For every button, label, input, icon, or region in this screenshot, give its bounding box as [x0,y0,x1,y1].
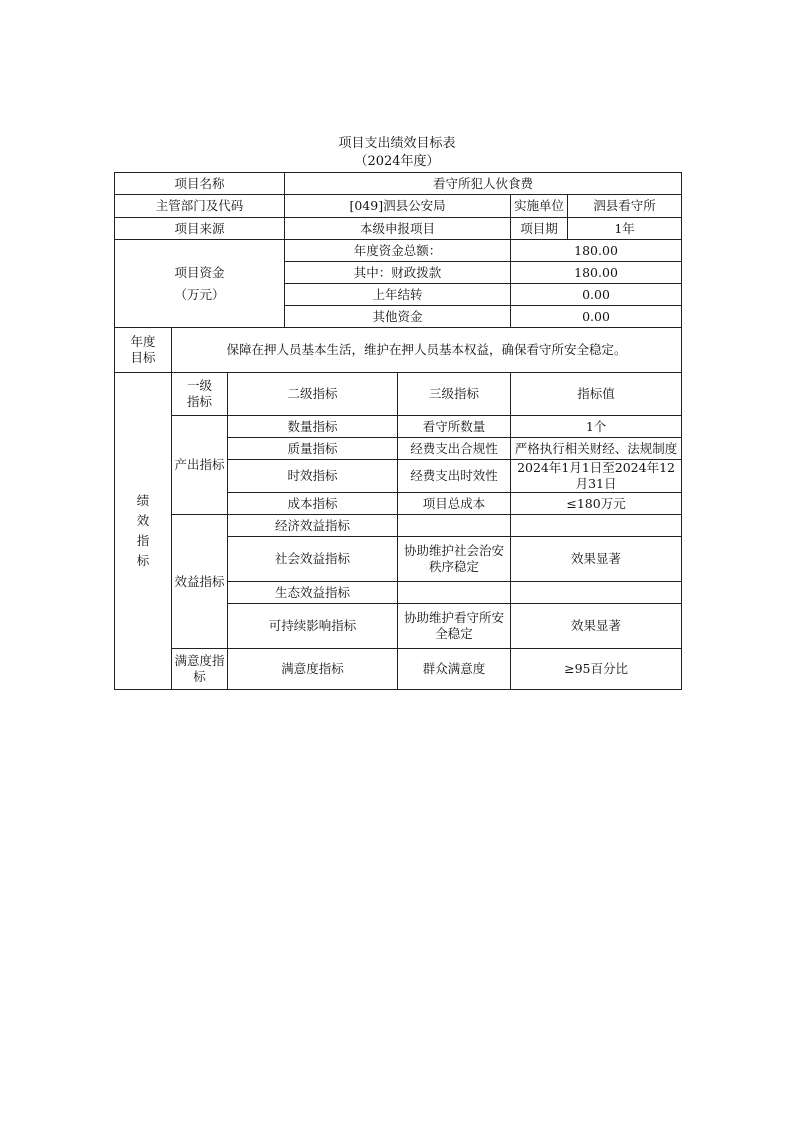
benefit-value [511,515,682,537]
project-name-label: 项目名称 [115,173,285,195]
benefit-l3-line1: 协助维护看守所安 [404,610,505,625]
annual-goal-text: 保障在押人员基本生活，维护在押人员基本权益，确保看守所安全稳定。 [172,328,682,373]
satisfaction-l2: 满意度指标 [228,649,398,690]
annual-goal-label [115,328,172,373]
row-perf-header [115,373,682,416]
output-value: ≤180万元 [511,493,682,515]
performance-goal-table [114,172,682,690]
output-l2: 成本指标 [228,493,398,515]
output-l2: 数量指标 [228,416,398,438]
satisfaction-group-label [172,649,228,690]
row-source [115,218,682,240]
header-level2: 二级指标 [228,373,398,416]
source-label: 项目来源 [115,218,285,240]
perf-label-char: 效 [136,513,150,528]
satisfaction-value: ≥95百分比 [511,649,682,690]
benefit-l3 [398,515,511,537]
funds-label [115,240,285,328]
perf-label-char: 指 [136,533,150,548]
funds-other-value: 0.00 [511,306,682,328]
benefit-l2: 生态效益指标 [228,582,398,604]
dept-value: [049]泗县公安局 [285,195,511,218]
benefit-l2: 经济效益指标 [228,515,398,537]
period-label: 项目期 [511,218,568,240]
benefit-l3-line2: 秩序稳定 [429,559,480,574]
output-l2: 时效指标 [228,460,398,493]
output-value: 2024年1月1日至2024年12月31日 [511,460,682,493]
header-level1-line1: 一级 [186,378,212,393]
table-row [115,649,682,690]
header-value: 指标值 [511,373,682,416]
benefit-l3 [398,582,511,604]
table-row [115,515,682,537]
header-level1 [172,373,228,416]
output-value: 严格执行相关财经、法规制度 [511,438,682,460]
dept-label: 主管部门及代码 [115,195,285,218]
benefit-value [511,582,682,604]
funds-label-line2: （万元） [174,286,225,302]
funds-total-value: 180.00 [511,240,682,262]
output-l3: 经费支出合规性 [398,438,511,460]
output-l3: 经费支出时效性 [398,460,511,493]
page-title: 项目支出绩效目标表 [338,136,456,151]
output-l3: 项目总成本 [398,493,511,515]
benefit-l3 [398,537,511,582]
impl-unit-value: 泗县看守所 [568,195,682,218]
benefit-value: 效果显著 [511,604,682,649]
header-level3: 三级指标 [398,373,511,416]
header-level1-line2: 指标 [186,394,212,409]
funds-carryover-value: 0.00 [511,284,682,306]
output-group-label: 产出指标 [172,416,228,515]
perf-label-char: 绩 [136,493,150,508]
funds-other-label: 其他资金 [285,306,511,328]
output-value: 1个 [511,416,682,438]
benefit-l3 [398,604,511,649]
benefit-l2: 社会效益指标 [228,537,398,582]
satisfaction-l3: 群众满意度 [398,649,511,690]
table-row [115,416,682,438]
output-l3: 看守所数量 [398,416,511,438]
project-name-value: 看守所犯人伙食费 [285,173,682,195]
period-value: 1年 [568,218,682,240]
benefit-group-label: 效益指标 [172,515,228,649]
row-annual-goal [115,328,682,373]
perf-label-char: 标 [136,553,150,568]
funds-label-line1: 项目资金 [174,264,225,280]
benefit-l2: 可持续影响指标 [228,604,398,649]
benefit-l3-line1: 协助维护社会治安 [404,543,505,558]
satisfaction-group-line2: 标 [193,669,206,684]
row-department [115,195,682,218]
impl-unit-label: 实施单位 [511,195,568,218]
output-l2: 质量指标 [228,438,398,460]
benefit-l3-line2: 全稳定 [435,626,473,641]
annual-goal-label-line1: 年度 [130,334,156,349]
funds-total-label: 年度资金总额： [285,240,511,262]
funds-carryover-label: 上年结转 [285,284,511,306]
page-year: （2024年度） [354,154,440,169]
funds-fiscal-value: 180.00 [511,262,682,284]
perf-label [115,373,172,690]
benefit-value: 效果显著 [511,537,682,582]
row-funds-total [115,240,682,262]
source-value: 本级申报项目 [285,218,511,240]
funds-fiscal-label: 其中：财政拨款 [285,262,511,284]
row-project-name [115,173,682,195]
annual-goal-label-line2: 目标 [130,350,156,365]
satisfaction-group-line1: 满意度指 [174,653,225,668]
